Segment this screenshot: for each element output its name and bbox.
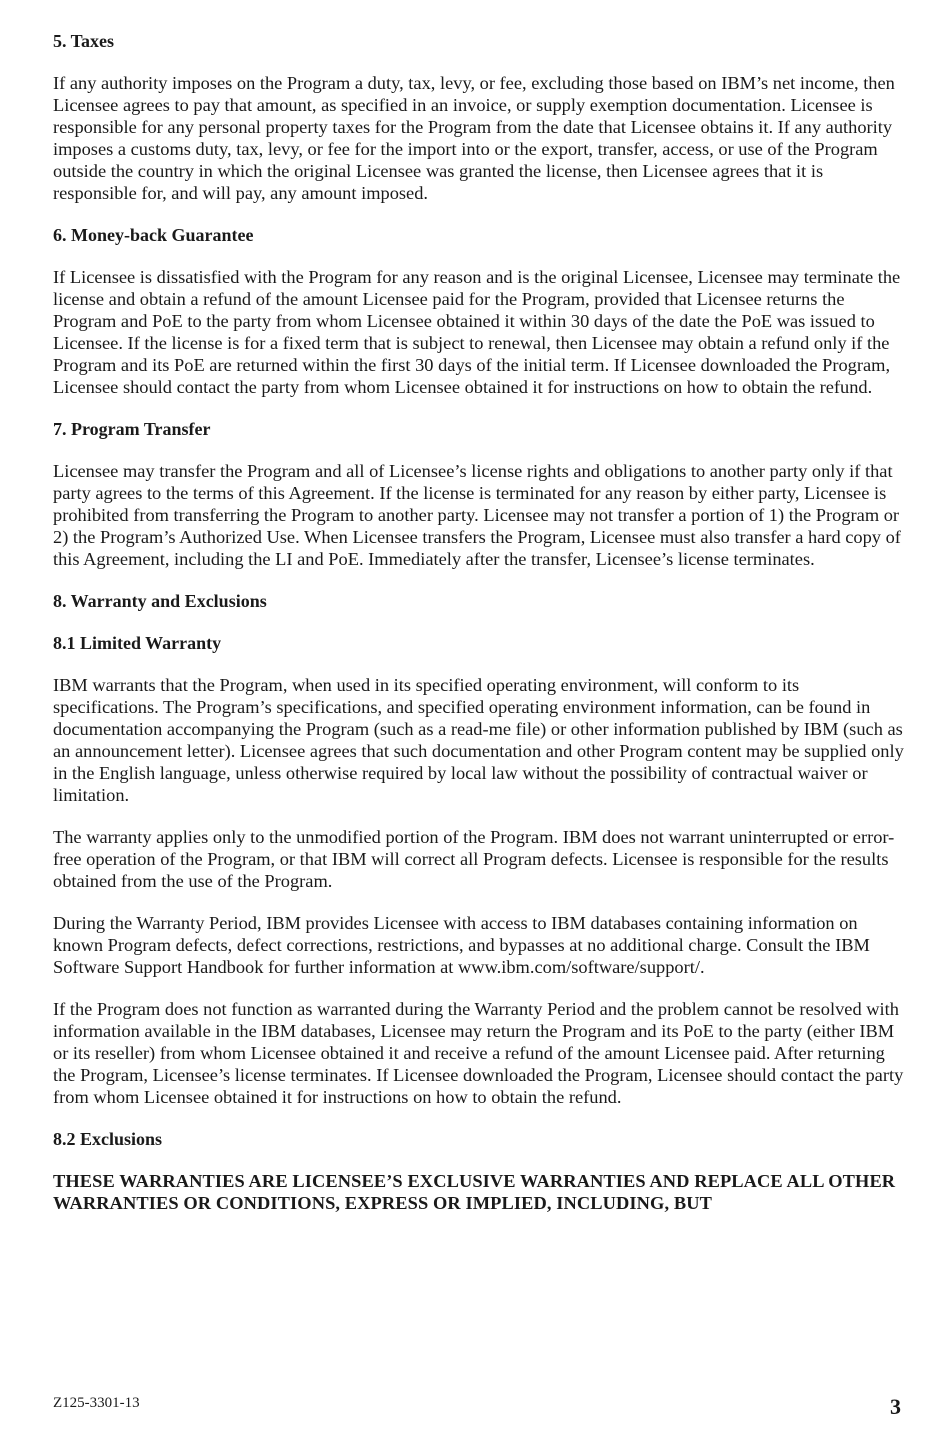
program-transfer-paragraph: Licensee may transfer the Program and all of Licensee’s license rights and obligations to another party only if that party agrees to the terms of this Agreement. If the license is terminated for any reason by either party, Licensee is prohibited from transferring the Program to another party. Licensee may not transfer a portion of 1) the Program or 2) the Program’s Authorized Use. When Licensee transfers the Program, Licensee must also transfer a hard copy of this Agreement, including the LI and PoE. Immediately after the transfer, Licensee’s license terminates.	[53, 461, 901, 569]
limited-warranty-paragraph-2: The warranty applies only to the unmodified portion of the Program. IBM does not warrant uninterrupted or error-free operation of the Program, or that IBM will correct all Program defects. Licensee is responsible for the results obtained from the use of the Program.	[53, 827, 895, 891]
limited-warranty-paragraph-1: IBM warrants that the Program, when used in its specified operating environment, will conform to its specifications. The Program’s specifications, and specified operating environment information, can be found in documentation accompanying the Program (such as a read-me file) or other information published by IBM (such as an announcement letter). Licensee agrees that such documentation and other Program content may be supplied only in the English language, unless otherwise required by local law without the possibility of contractual waiver or limitation.	[53, 675, 904, 805]
section-heading-taxes: 5. Taxes	[53, 31, 115, 51]
document-code: Z125-3301-13	[53, 1395, 140, 1411]
section-heading-money-back: 6. Money-back Guarantee	[53, 225, 254, 245]
section-heading-program-transfer: 7. Program Transfer	[53, 419, 211, 439]
section-heading-warranty: 8. Warranty and Exclusions	[53, 591, 267, 611]
document-page	[53, 30, 905, 1214]
page-number: 3	[890, 1394, 901, 1419]
money-back-paragraph: If Licensee is dissatisfied with the Program for any reason and is the original Licensee, Licensee may terminate the license and obtain a refund of the amount Licensee paid for the Program, provided that Licensee returns the Program and PoE to the party from whom Licensee obtained it within 30 days of the date the PoE was issued to Licensee. If the license is for a fixed term that is subject to renewal, then Licensee may obtain a refund only if the Program and its PoE are returned within the first 30 days of the initial term. If Licensee downloaded the Program, Licensee should contact the party from whom Licensee obtained it for instructions on how to obtain the refund.	[53, 267, 901, 397]
limited-warranty-paragraph-3: During the Warranty Period, IBM provides Licensee with access to IBM databases containing information on known Program defects, defect corrections, restrictions, and bypasses at no additional charge. Consult the IBM Software Support Handbook for further information at www.ibm.com/software/support/.	[53, 913, 870, 977]
subsection-heading-limited-warranty: 8.1 Limited Warranty	[53, 633, 222, 653]
limited-warranty-paragraph-4: If the Program does not function as warranted during the Warranty Period and the problem cannot be resolved with information available in the IBM databases, Licensee may return the Program and its PoE to the party (either IBM or its reseller) from whom Licensee obtained it and receive a refund of the amount Licensee paid. After returning the Program, Licensee’s license terminates. If Licensee downloaded the Program, Licensee should contact the party from whom Licensee obtained it for instructions on how to obtain the refund.	[53, 999, 904, 1107]
exclusions-caps-paragraph: THESE WARRANTIES ARE LICENSEE’S EXCLUSIVE WARRANTIES AND REPLACE ALL OTHER WARRANTIES OR CONDITIONS, EXPRESS OR IMPLIED, INCLUDING, BUT	[53, 1171, 896, 1213]
subsection-heading-exclusions: 8.2 Exclusions	[53, 1129, 163, 1149]
taxes-paragraph: If any authority imposes on the Program a duty, tax, levy, or fee, excluding those based on IBM’s net income, then Licensee agrees to pay that amount, as specified in an invoice, or supply exemption documentation. Licensee is responsible for any personal property taxes for the Program from the date that Licensee obtains it. If any authority imposes a customs duty, tax, levy, or fee for the import into or the export, transfer, access, or use of the Program outside the country in which the original Licensee was granted the license, then Licensee agrees that it is responsible for, and will pay, any amount imposed.	[53, 73, 895, 203]
